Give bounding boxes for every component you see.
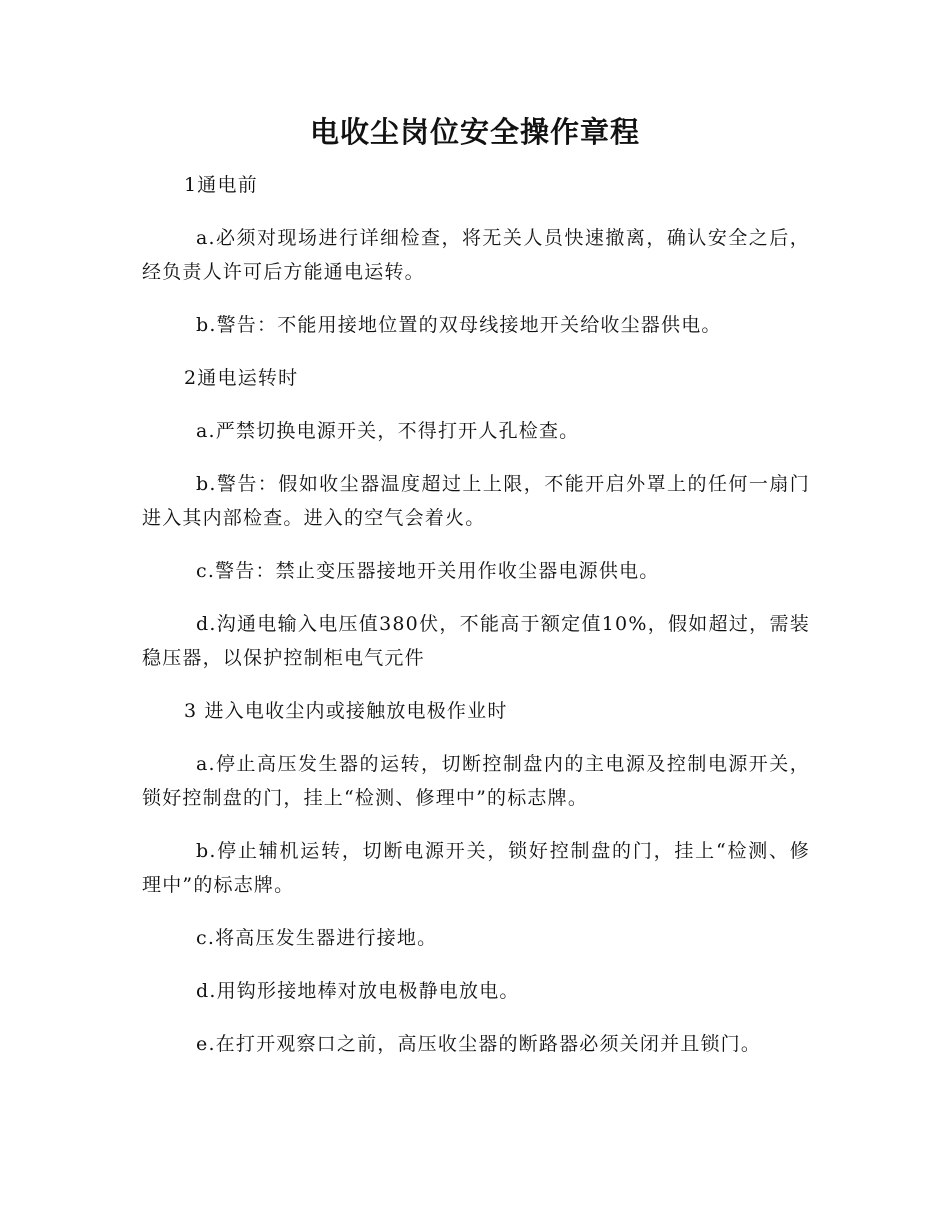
document-title: 电收尘岗位安全操作章程	[309, 115, 640, 149]
paragraph-1b: b.警告：不能用接地位置的双母线接地开关给收尘器供电。	[196, 314, 722, 336]
paragraph-3b: b.停止辅机运转，切断电源开关，锁好控制盘的门，挂上“检测、修理中”的标志牌。	[142, 840, 810, 896]
section-heading-2: 2通电运转时	[184, 367, 299, 389]
paragraph-2c: c.警告：禁止变压器接地开关用作收尘器电源供电。	[196, 560, 660, 582]
paragraph-2b: b.警告：假如收尘器温度超过上上限，不能开启外罩上的任何一扇门进入其内部检查。进入的空气会着火。	[142, 473, 810, 529]
paragraph-3d: d.用钩形接地棒对放电极静电放电。	[196, 980, 520, 1002]
paragraph-1a: a.必须对现场进行详细检查，将无关人员快速撤离，确认安全之后，经负责人许可后方能通电运转。	[142, 227, 810, 283]
paragraph-3a: a.停止高压发生器的运转，切断控制盘内的主电源及控制电源开关，锁好控制盘的门，挂上“检测、修理中”的标志牌。	[142, 753, 810, 809]
paragraph-2a: a.严禁切换电源开关，不得打开人孔检查。	[196, 420, 580, 442]
section-heading-3: 3 进入电收尘内或接触放电极作业时	[184, 700, 508, 722]
paragraph-3c: c.将高压发生器进行接地。	[196, 927, 438, 949]
section-heading-1: 1通电前	[184, 174, 258, 196]
paragraph-3e: e.在打开观察口之前，高压收尘器的断路器必须关闭并且锁门。	[196, 1033, 762, 1055]
paragraph-2d: d.沟通电输入电压值380伏，不能高于额定值10%，假如超过，需装稳压器，以保护控制柜电气元件	[142, 613, 810, 669]
document-body	[142, 168, 810, 1080]
